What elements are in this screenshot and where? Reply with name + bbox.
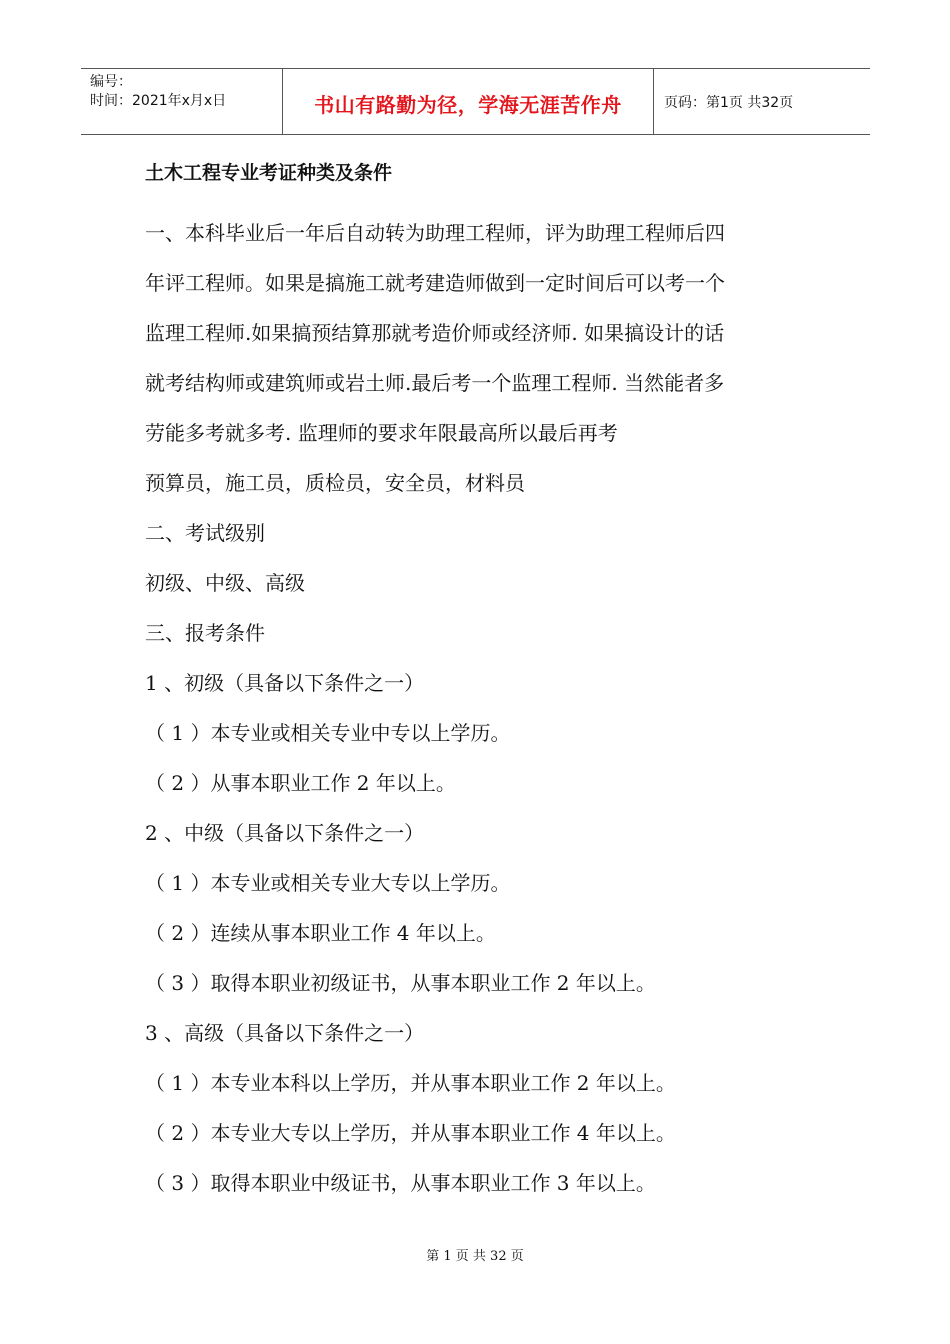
header-number: 编号：: [90, 74, 132, 90]
subsection-heading: 2 、中级（具备以下条件之一）: [145, 821, 425, 845]
subsection-heading: 1 、初级（具备以下条件之一）: [145, 671, 425, 695]
paragraph: 监理工程师.如果搞预结算那就考造价师或经济师. 如果搞设计的话: [145, 321, 725, 345]
section-heading: 三、报考条件: [145, 621, 265, 645]
header-page-info: 页码：第1页 共32页: [664, 94, 794, 111]
header-motto-cell: [282, 69, 654, 134]
paragraph: 年评工程师。如果是搞施工就考建造师做到一定时间后可以考一个: [145, 271, 725, 295]
list-item: （ 2 ）从事本职业工作 2 年以上。: [145, 771, 456, 795]
list-item: （ 3 ）取得本职业初级证书，从事本职业工作 2 年以上。: [145, 971, 656, 995]
paragraph: 预算员，施工员，质检员，安全员，材料员: [145, 471, 525, 495]
list-item: （ 2 ）本专业大专以上学历，并从事本职业工作 4 年以上。: [145, 1121, 676, 1145]
paragraph: 一、本科毕业后一年后自动转为助理工程师，评为助理工程师后四: [145, 221, 725, 245]
page-footer: 第 1 页 共 32 页: [426, 1249, 524, 1264]
header-time: 时间：2021年x月x日: [90, 93, 227, 109]
header-motto: 书山有路勤为径，学海无涯苦作舟: [314, 93, 622, 117]
paragraph: 初级、中级、高级: [145, 571, 305, 595]
list-item: （ 1 ）本专业本科以上学历，并从事本职业工作 2 年以上。: [145, 1071, 676, 1095]
list-item: （ 1 ）本专业或相关专业大专以上学历。: [145, 871, 511, 895]
list-item: （ 1 ）本专业或相关专业中专以上学历。: [145, 721, 511, 745]
section-heading: 二、考试级别: [145, 521, 265, 545]
subsection-heading: 3 、高级（具备以下条件之一）: [145, 1021, 425, 1045]
header-meta: [81, 69, 282, 134]
document-body: [145, 214, 810, 1214]
document-title: 土木工程专业考证种类及条件: [145, 162, 393, 184]
list-item: （ 2 ）连续从事本职业工作 4 年以上。: [145, 921, 496, 945]
page-header: [81, 68, 870, 135]
paragraph: 就考结构师或建筑师或岩土师.最后考一个监理工程师. 当然能者多: [145, 371, 725, 395]
paragraph: 劳能多考就多考. 监理师的要求年限最高所以最后再考: [145, 421, 618, 445]
list-item: （ 3 ）取得本职业中级证书，从事本职业工作 3 年以上。: [145, 1171, 656, 1195]
